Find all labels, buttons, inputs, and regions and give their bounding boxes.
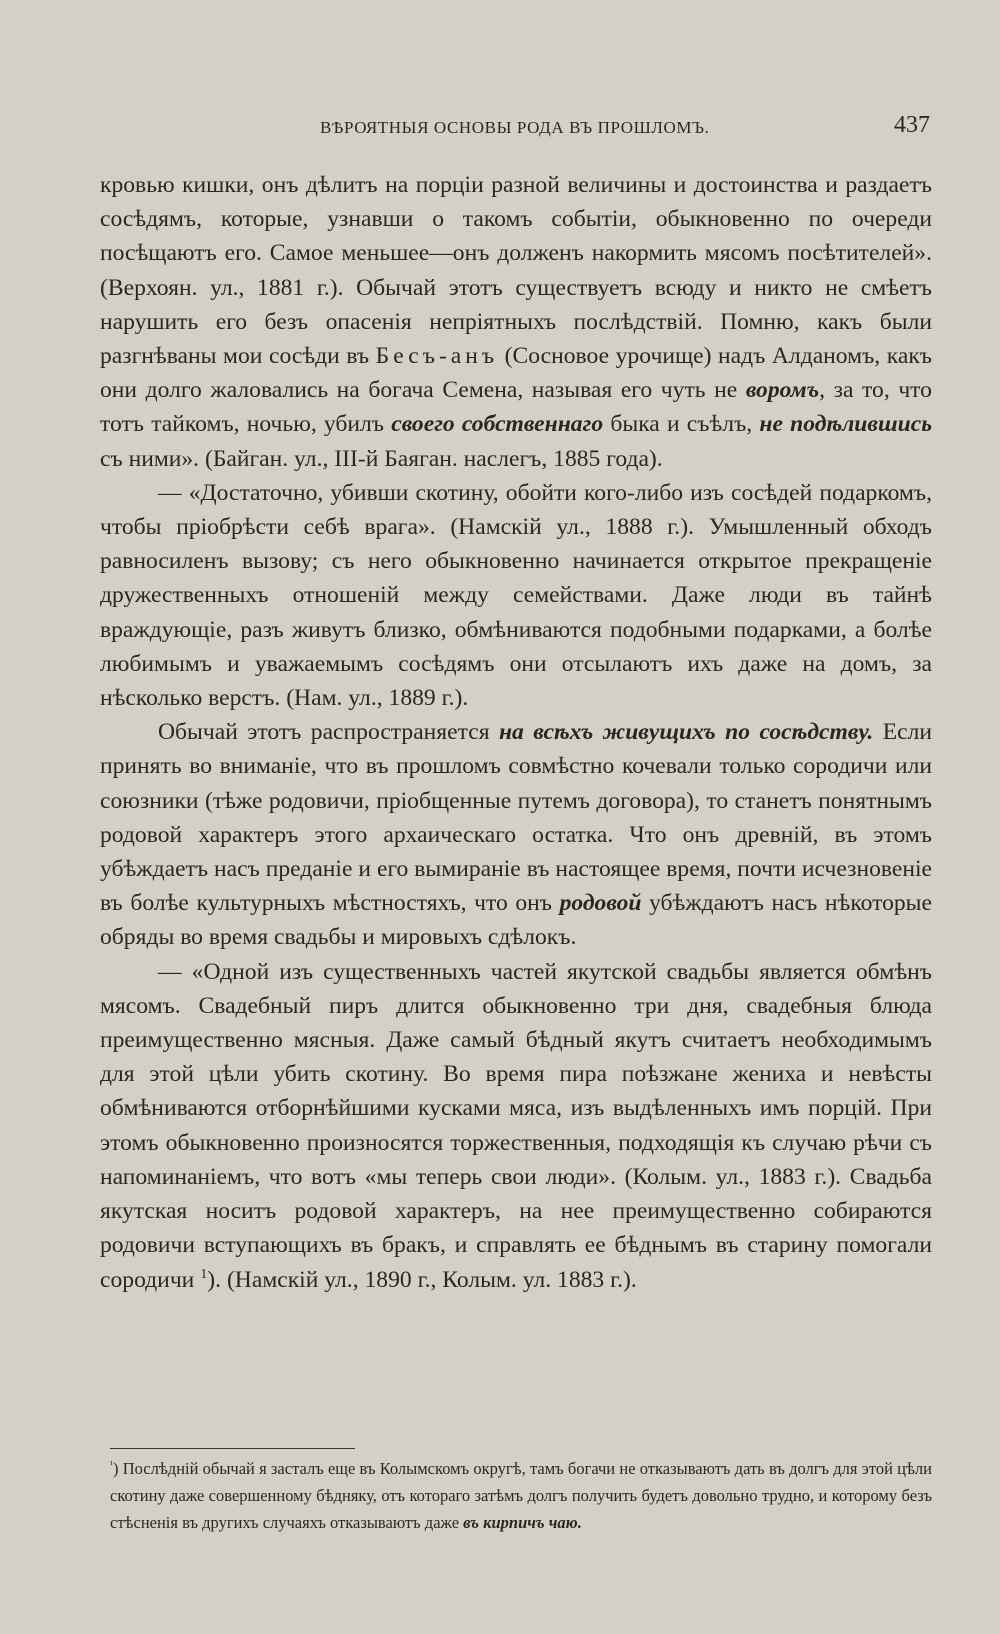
footnote (110, 1455, 932, 1536)
page-number: 437 (894, 112, 930, 138)
place-name: Бесъ-анъ (375, 343, 499, 370)
text-run: кровью кишки, онъ дѣлитъ на порціи разной величины и достоинства и раздаетъ сосѣдямъ, которые, узнавши о такомъ событіи, обыкновенно по очереди посѣщаютъ его. Самое меньшее—онъ долженъ накормить мясомъ посѣтителей». (Верхоян. ул., 1881 г.). Обычай этотъ существуетъ всюду и никто не смѣетъ нарушить его безъ опасенія непріятныхъ послѣдствій. Помню, какъ были разгнѣваны мои сосѣди въ (100, 172, 932, 370)
footnote-divider (110, 1448, 355, 1449)
text-run: съ ними». (Байган. ул., III-й Баяган. наслегъ, 1885 года). (100, 445, 663, 472)
emphasis: родовой (559, 890, 642, 917)
running-title: ВѢРОЯТНЫЯ ОСНОВЫ РОДА ВЪ ПРОШЛОМЪ. (320, 118, 710, 137)
emphasis: не подѣлившись (759, 411, 933, 438)
text-run: ). (Намскій ул., 1890 г., Колым. ул. 1883 г.). (207, 1266, 637, 1293)
emphasis: своего собственнаго (391, 411, 604, 438)
emphasis: на всѣхъ живущихъ по сосѣдству. (498, 719, 874, 746)
text-run: , за то, что тотъ тайкомъ, ночью, убилъ (100, 377, 932, 438)
footnote-marker: ¹ (110, 1459, 113, 1471)
text-run: быка и съѣлъ, (603, 411, 760, 438)
text-run: Обычай этотъ распространяется (158, 719, 499, 746)
footnotes (110, 1455, 932, 1536)
paragraph (100, 715, 932, 954)
emphasis: воромъ (745, 377, 820, 404)
footnote-reference[interactable]: 1 (200, 1265, 208, 1282)
paragraph: — «Достаточно, убивши скотину, обойти кого-либо изъ сосѣдей подаркомъ, чтобы пріобрѣсти себѣ врага». (Намскій ул., 1888 г.). Умышленный обходъ равносиленъ вызову; съ него обыкновенно начинается открытое прекращеніе дружественныхъ отношеній между семействами. Даже люди въ тайнѣ враждующіе, разъ живутъ близко, обмѣниваются подобными подарками, а болѣе любимымъ и уважаемымъ сосѣдямъ они отсылаютъ ихъ даже на домъ, за нѣсколько верстъ. (Нам. ул., 1889 г.). (100, 479, 932, 712)
text-run: Если принять во вниманіе, что въ прошломъ совмѣстно кочевали только сородичи или союзники (тѣже родовичи, пріобщенные путемъ договора), то станетъ понятнымъ родовой характеръ этого архаическаго остатка. Что онъ древній, въ этомъ убѣждаетъ насъ преданіе и его вымираніе въ настоящее время, почти исчезновеніе въ болѣе культурныхъ мѣстностяхъ, что онъ (100, 719, 932, 917)
text-run: — «Одной изъ существенныхъ частей якутской свадьбы является обмѣнъ мясомъ. Свадебный пиръ длится обыкновенно три дня, свадебныя блюда преимущественно мясныя. Даже самый бѣдный якутъ считаетъ необходимымъ для этой цѣли убить скотину. Во время пира поѣзжане жениха и невѣсты обмѣниваются отборнѣйшими кусками мяса, изъ выдѣленныхъ имъ порцій. При этомъ обыкновенно произносятся торжественныя, подходящія къ случаю рѣчи съ напоминаніемъ, что вотъ «мы теперь свои люди». (Колым. ул., 1883 г.). Свадьба якутская носитъ родовой характеръ, на нее преимущественно собираются родовичи вступающихъ въ бракъ, и справлять ее бѣднымъ въ старину помогали сородичи (100, 958, 932, 1293)
paragraph (100, 955, 932, 1297)
text-run: ) Послѣдній обычай я засталъ еще въ Колымскомъ округѣ, тамъ богачи не отказываютъ дать въ долгъ для этой цѣли скотину даже совершенному бѣдняку, отъ котораго затѣмъ долгъ получить будетъ довольно трудно, и которому безъ стѣсненія въ другихъ случаяхъ отказываютъ даже (110, 1459, 932, 1532)
main-text (100, 168, 932, 1297)
text-run: убѣждаютъ насъ нѣкоторые обряды во время свадьбы и мировыхъ сдѣлокъ. (100, 890, 932, 951)
emphasis: въ кирпичъ чаю. (463, 1513, 582, 1532)
paragraph (100, 168, 932, 476)
text-run: (Сосновое урочище) надъ Алданомъ, какъ они долго жаловались на богача Семена, называя его чуть не (100, 343, 932, 404)
page-header (100, 112, 930, 142)
